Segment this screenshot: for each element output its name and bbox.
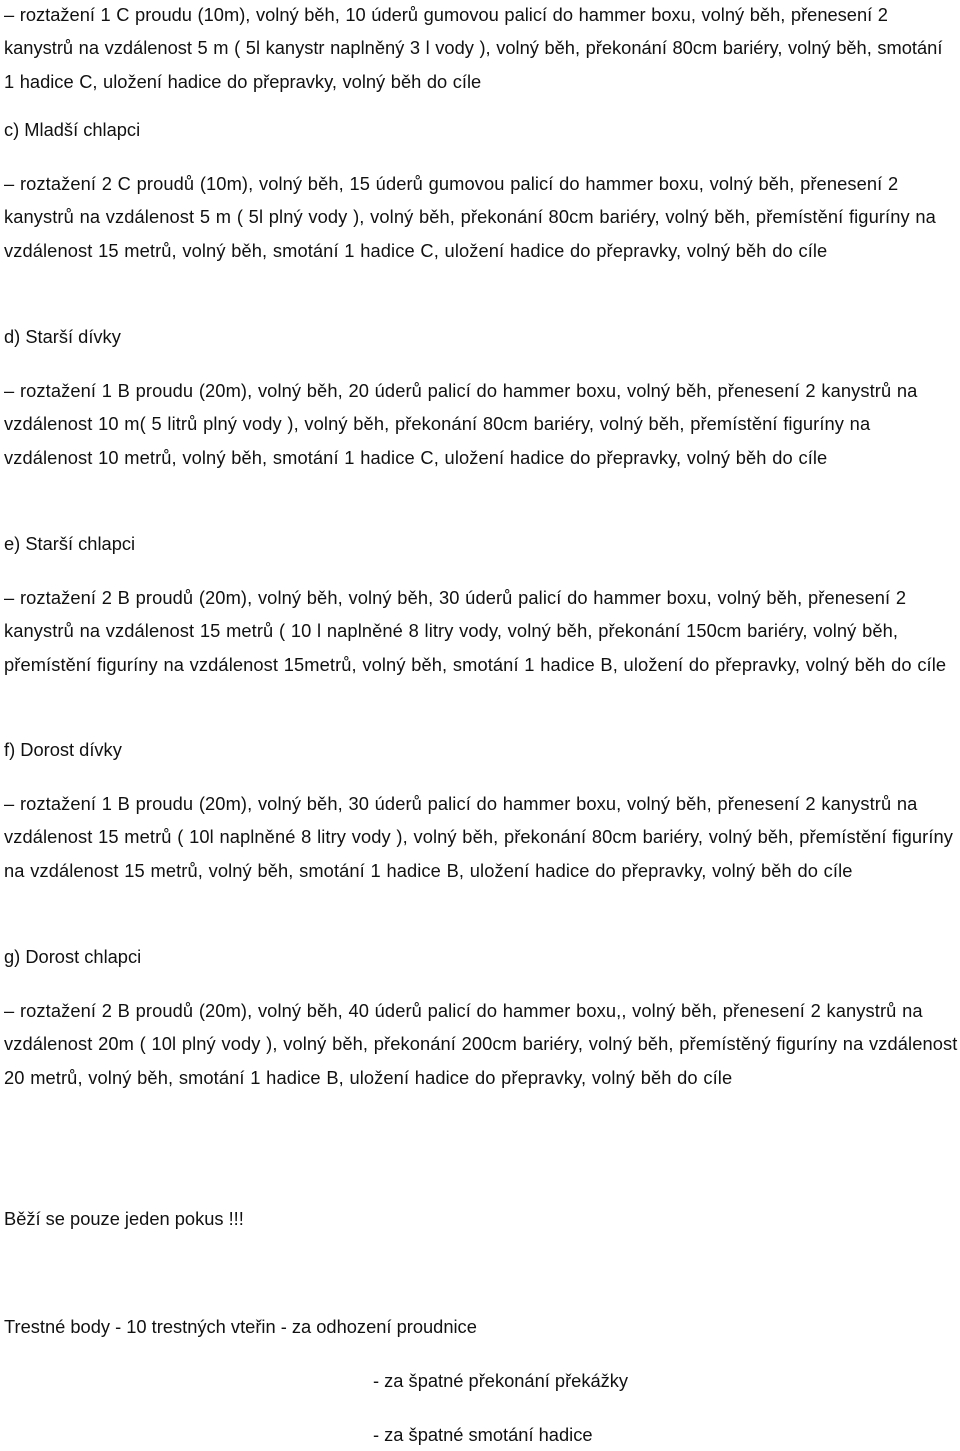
section-g — [4, 940, 960, 973]
note-block — [4, 1202, 960, 1235]
intro-paragraph: – roztažení 1 C proudu (10m), volný běh, 10 úderů gumovou palicí do hammer boxu, volný běh, přenesení 2 kanystrů na vzdálenost 5 m ( 5l kanystr naplněný 3 l vody ), volný běh, překonání 80cm bariéry, volný běh, smotání 1 hadice C, uložení hadice do přepravky, volný běh do cíle — [4, 4, 943, 92]
single-attempt-note: Běží se pouze jeden pokus !!! — [4, 1208, 244, 1229]
section-text-c: – roztažení 2 C proudů (10m), volný běh, 15 úderů gumovou palicí do hammer boxu, volný běh, přenesení 2 kanystrů na vzdálenost 5 m ( 5l plný vody ), volný běh, překonání 80cm bariéry, volný běh, přemístění figuríny na vzdálenost 15 metrů, volný běh, smotání 1 hadice C, uložení hadice do přepravky, volný běh do cíle — [4, 173, 936, 261]
section-heading-c: c) Mladší chlapci — [4, 119, 141, 140]
section-d — [4, 320, 960, 353]
section-heading-g: g) Dorost chlapci — [4, 946, 142, 967]
section-heading-f: f) Dorost dívky — [4, 739, 122, 760]
penalty-line: Trestné body - 10 trestných vteřin - za odhození proudnice — [4, 1316, 477, 1337]
section-heading-d: d) Starší dívky — [4, 326, 121, 347]
section-text-e: – roztažení 2 B proudů (20m), volný běh, volný běh, 30 úderů palicí do hammer boxu, volný běh, přenesení 2 kanystrů na vzdálenost 15 metrů ( 10 l naplněné 8 litry vody, volný běh, překonání 150cm bariéry, volný běh, přemístění figuríny na vzdálenost 15metrů, volný běh, smotání 1 hadice B, uložení do přepravky, volný běh do cíle — [4, 587, 947, 675]
section-text-g: – roztažení 2 B proudů (20m), volný běh, 40 úderů palicí do hammer boxu,, volný běh, přenesení 2 kanystrů na vzdálenost 20m ( 10l plný vody ), volný běh, překonání 200cm bariéry, volný běh, přemístěný figuríny na vzdálenost 20 metrů, volný běh, smotání 1 hadice B, uložení hadice do přepravky, volný běh do cíle — [4, 1000, 958, 1088]
penalty-item-hose: - za špatné smotání hadice — [373, 1424, 593, 1445]
section-f-body — [4, 787, 958, 887]
section-text-f: – roztažení 1 B proudu (20m), volný běh, 30 úderů palicí do hammer boxu, volný běh, přenesení 2 kanystrů na vzdálenost 15 metrů ( 10l naplněné 8 litry vody ), volný běh, překonání 80cm bariéry, volný běh, přemístění figuríny na vzdálenost 15 metrů, volný běh, smotání 1 hadice B, uložení hadice do přepravky, volný běh do cíle — [4, 793, 954, 881]
section-heading-e: e) Starší chlapci — [4, 533, 136, 554]
section-d-body — [4, 374, 958, 474]
section-g-body — [4, 994, 958, 1094]
section-text-d: – roztažení 1 B proudu (20m), volný běh, 20 úderů palicí do hammer boxu, volný běh, přenesení 2 kanystrů na vzdálenost 10 m( 5 litrů plný vody ), volný běh, překonání 80cm bariéry, volný běh, přemístění figuríny na vzdálenost 10 metrů, volný běh, smotání 1 hadice C, uložení hadice do přepravky, volný běh do cíle — [4, 380, 918, 468]
section-c-body — [4, 167, 958, 267]
section-c — [4, 113, 960, 146]
section-e — [4, 527, 960, 560]
section-e-body — [4, 581, 958, 681]
penalty-item-obstacle: - za špatné překonání překážky — [373, 1370, 629, 1391]
penalty-block — [4, 1310, 960, 1343]
section-f — [4, 733, 960, 766]
intro-block — [4, 0, 954, 98]
